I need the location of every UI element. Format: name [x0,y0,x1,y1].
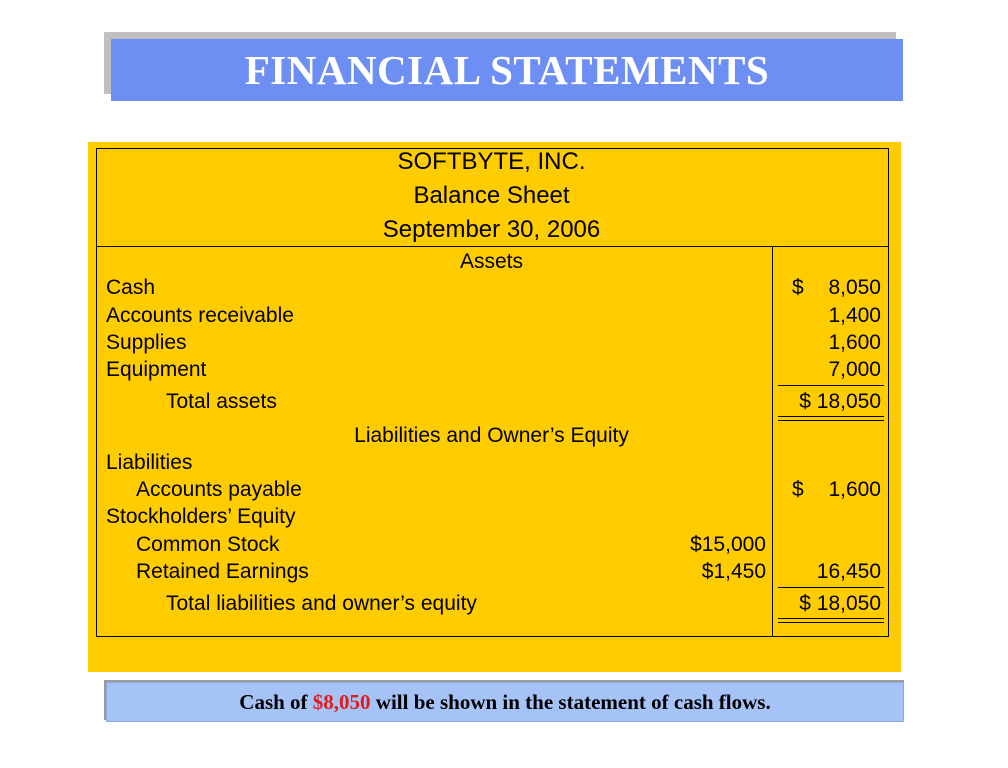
asset-amount: 1,400 [828,304,881,327]
currency-symbol: $ [792,276,804,299]
asset-amount: 1,600 [828,331,881,354]
asset-label: Cash [106,276,156,299]
retained-earnings-label: Retained Earnings [136,560,309,583]
liabilities-label: Liabilities [106,451,193,474]
footer-note [239,690,770,715]
statement-name: Balance Sheet [413,182,570,209]
asset-amount [792,276,881,300]
amount-value: 8,050 [828,276,881,299]
total-liabilities-equity-label: Total liabilities and owner’s equity [166,592,477,615]
equity-total-amount: 16,450 [816,560,881,583]
assets-heading: Assets [459,250,524,273]
currency-symbol: $ [792,478,804,501]
footer-banner [106,682,904,722]
asset-label: Equipment [106,358,207,381]
equity-label: Stockholders’ Equity [106,505,296,528]
subtotal-rule [778,587,884,588]
statement-date: September 30, 2006 [382,216,601,243]
asset-label: Accounts receivable [106,304,294,327]
heading-divider [96,246,889,247]
double-rule-bottom [778,420,884,421]
retained-earnings-sub-amount: $1,450 [701,560,766,583]
common-stock-amount: $15,000 [690,533,766,556]
accounts-payable-amount [792,478,881,502]
footer-suffix: will be shown in the statement of cash flows. [370,689,771,714]
total-liabilities-equity-amount: $ 18,050 [799,592,881,615]
asset-label: Supplies [106,331,187,354]
title-banner [111,39,903,101]
page-title: FINANCIAL STATEMENTS [244,47,770,93]
double-rule-bottom [778,622,884,623]
total-assets-amount: $ 18,050 [799,390,881,413]
amount-value: 1,600 [828,478,881,501]
double-rule-top [778,416,884,417]
total-assets-label: Total assets [166,390,277,413]
asset-amount: 7,000 [828,358,881,381]
footer-highlight: $8,050 [312,689,371,714]
company-name: SOFTBYTE, INC. [397,148,586,175]
liabilities-heading: Liabilities and Owner’s Equity [354,424,629,447]
common-stock-label: Common Stock [136,533,280,556]
accounts-payable-label: Accounts payable [136,478,302,501]
double-rule-top [778,618,884,619]
footer-prefix: Cash of [239,689,313,714]
subtotal-rule [778,385,884,386]
